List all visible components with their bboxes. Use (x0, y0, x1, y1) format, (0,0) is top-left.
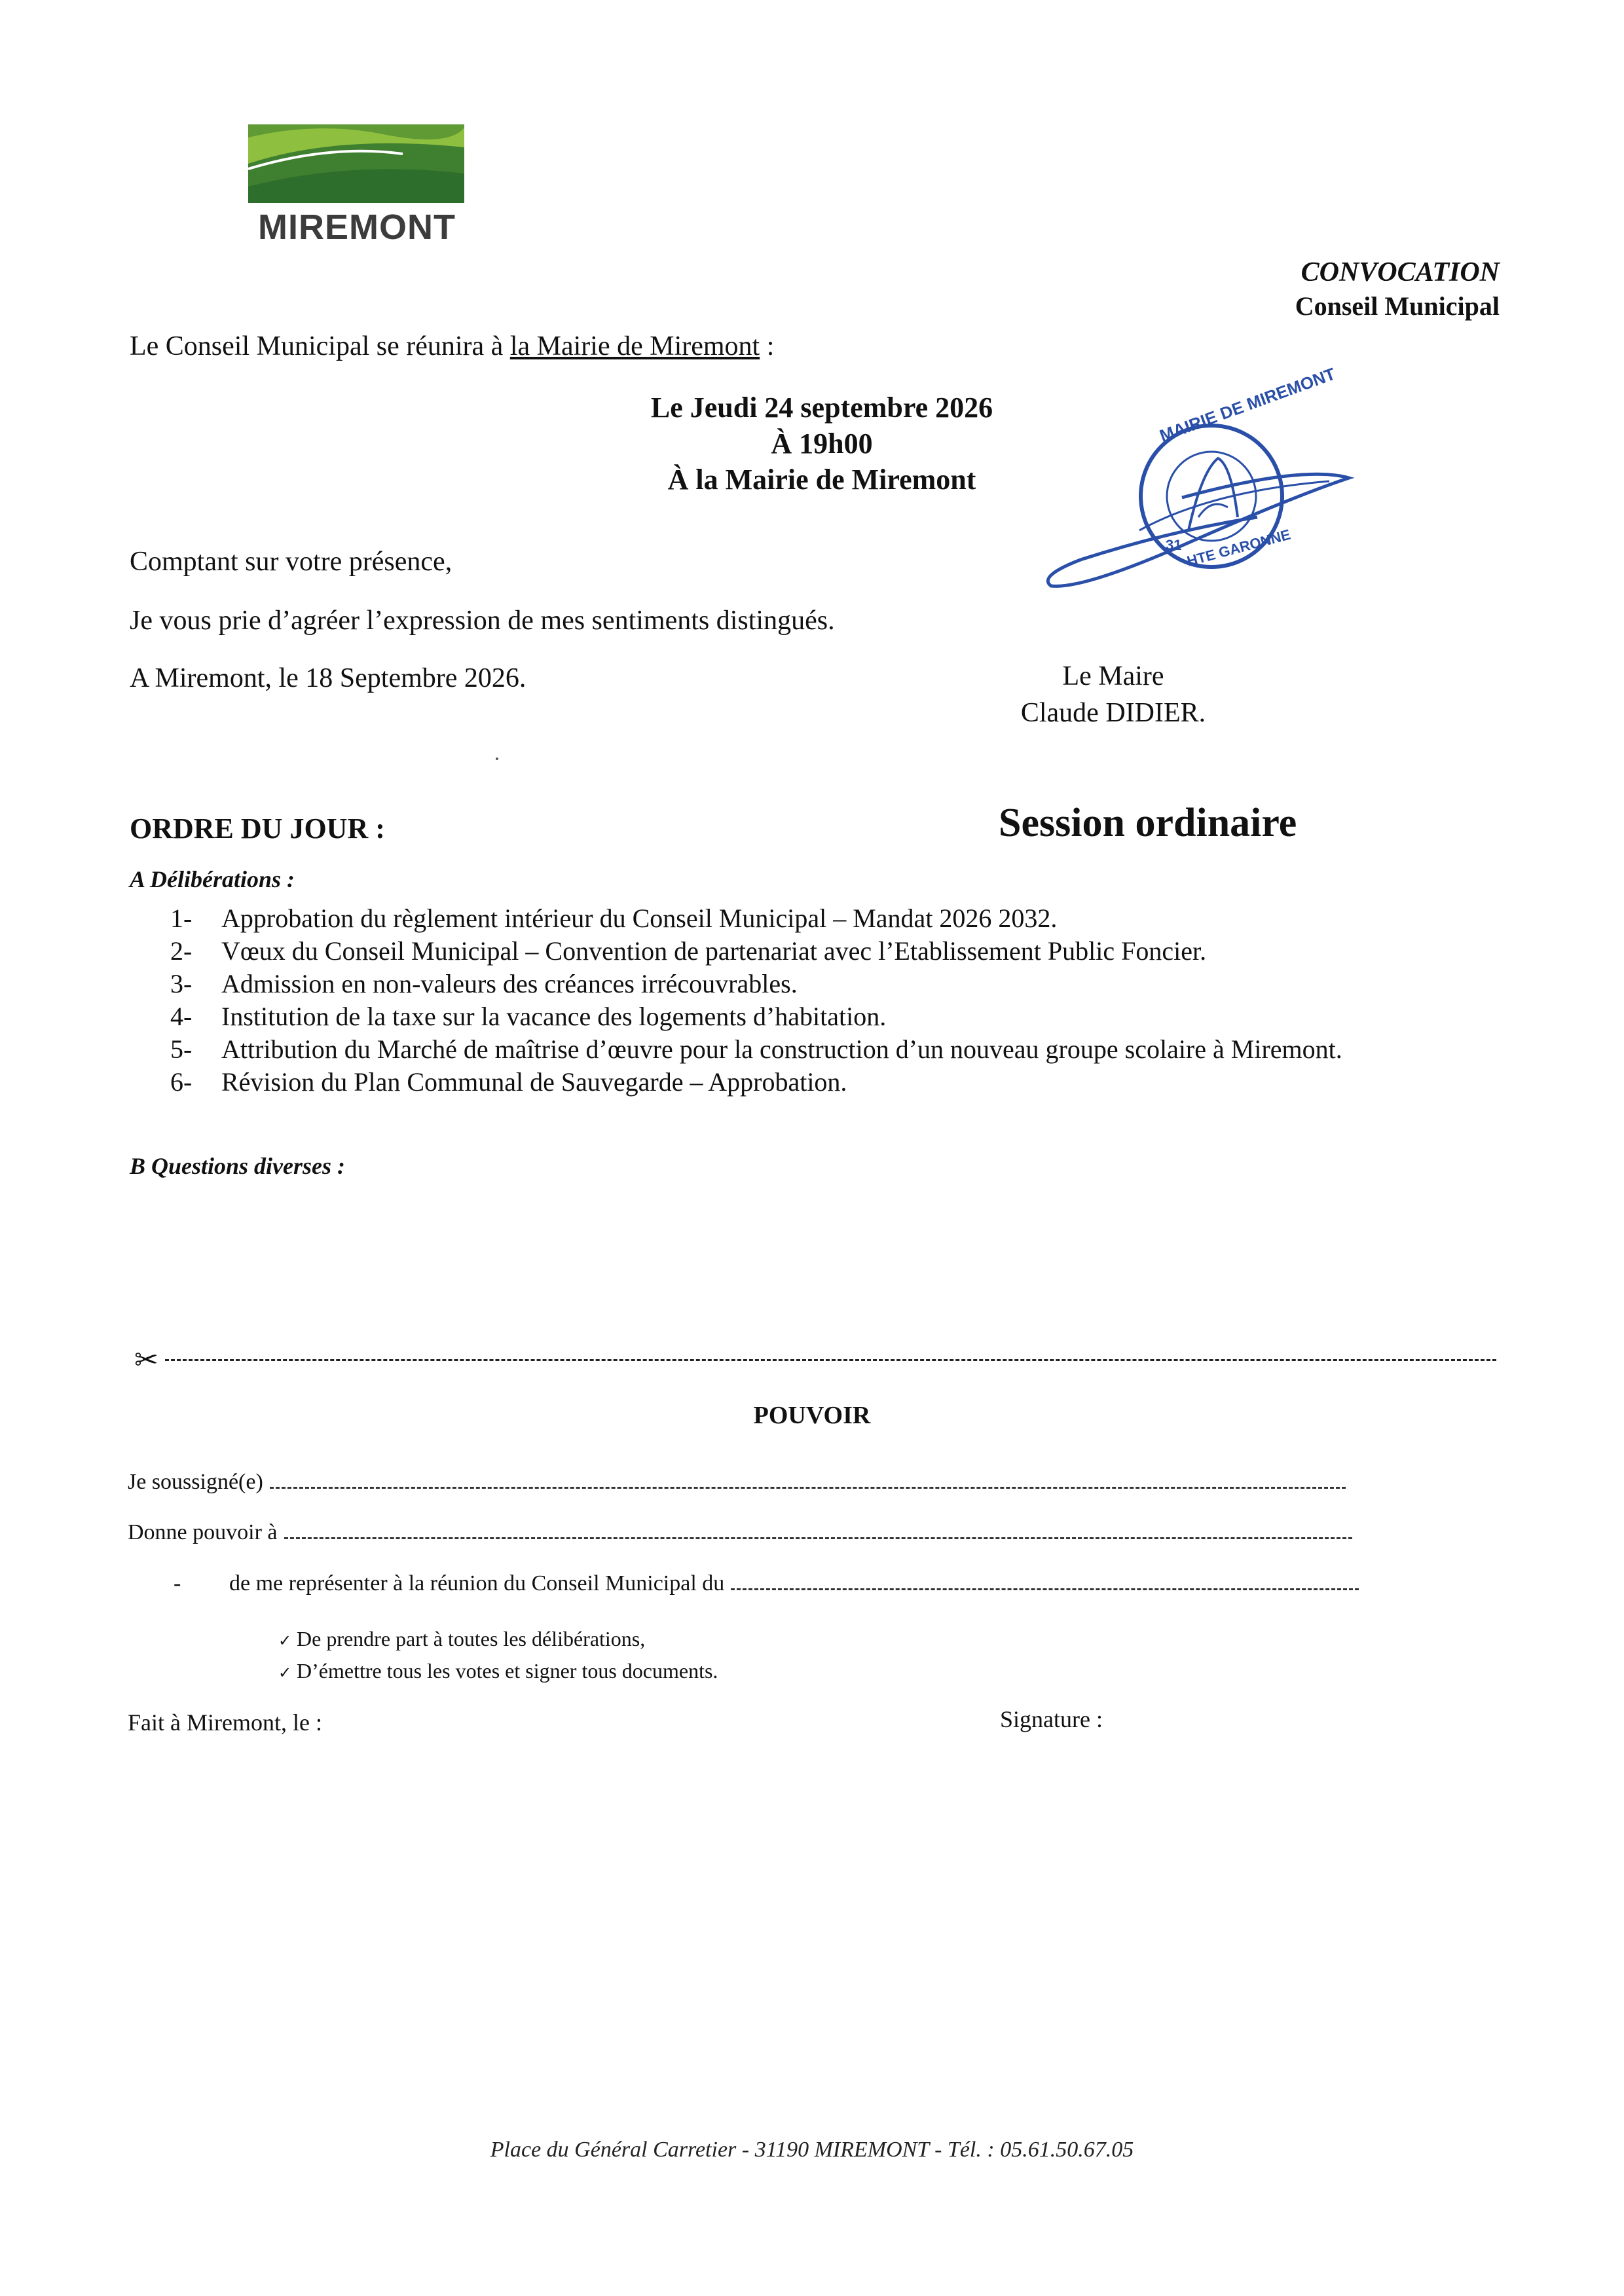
agenda-item-number: 1- (170, 903, 193, 933)
agenda-item-text: Révision du Plan Communal de Sauvegarde – Approbation. (221, 1067, 847, 1097)
meeting-place: À la Mairie de Miremont (667, 464, 976, 496)
check-mark-icon: ✓ (278, 1664, 292, 1682)
power-item (278, 1656, 718, 1688)
gives-power-field[interactable] (128, 1520, 1352, 1545)
agenda-item-text: Approbation du règlement intérieur du Conseil Municipal – Mandat 2026 2032. (221, 903, 1058, 933)
agenda-item-text: Attribution du Marché de maîtrise d’œuvre pour la construction d’un nouveau groupe scolaire à Miremont. (221, 1034, 1342, 1064)
closing-line-1: Comptant sur votre présence, (130, 547, 452, 577)
made-at-field[interactable]: Fait à Miremont, le : (128, 1709, 322, 1736)
gives-power-label: Donne pouvoir à (128, 1520, 278, 1544)
scissors-icon: ✂ (134, 1343, 158, 1377)
stamp-ring-text: MAIRIE DE MIREMONT (1156, 363, 1338, 446)
agenda-item-text: Vœux du Conseil Municipal – Convention de partenariat avec l’Etablissement Public Foncier. (221, 936, 1207, 966)
document-type (1295, 257, 1500, 321)
undersigned-field[interactable] (128, 1470, 1346, 1495)
intro-line (130, 331, 774, 362)
meeting-time: À 19h00 (771, 428, 873, 460)
miremont-logo (239, 124, 475, 246)
agenda-item (170, 1033, 1342, 1066)
cut-line (134, 1343, 1496, 1377)
stamp-bottom-text: HTE GARONNE (1185, 526, 1293, 570)
agenda-heading: ORDRE DU JOUR : (130, 812, 385, 845)
section-b-heading: B Questions diverses : (130, 1153, 346, 1179)
meeting-details (576, 390, 1067, 498)
agenda-item-number: 5- (170, 1034, 193, 1064)
represent-label: de me représenter à la réunion du Conseil Municipal du (229, 1571, 725, 1595)
undersigned-blank[interactable] (270, 1487, 1346, 1489)
gives-power-blank[interactable] (284, 1537, 1352, 1539)
agenda-item (170, 1066, 1342, 1099)
represent-blank[interactable] (731, 1588, 1359, 1590)
document-subtitle: Conseil Municipal (1295, 291, 1500, 321)
stamp-number: 31 (1166, 537, 1182, 553)
intro-suffix: : (760, 331, 775, 361)
footer-address: Place du Général Carretier - 31190 MIREMONT - Tél. : 05.61.50.67.05 (490, 2138, 1134, 2162)
signature-field[interactable]: Signature : (1000, 1706, 1103, 1732)
document-title: CONVOCATION (1301, 257, 1500, 287)
scan-speck (496, 757, 498, 760)
agenda-item-number: 6- (170, 1067, 193, 1097)
agenda-item-text: Admission en non-valeurs des créances irrécouvrables. (221, 969, 798, 998)
agenda-item-number: 3- (170, 969, 193, 998)
signatory (982, 658, 1244, 731)
agenda-item-number: 2- (170, 936, 193, 966)
closing-line-2: Je vous prie d’agréer l’expression de mes sentiments distingués. (130, 606, 835, 636)
intro-place: la Mairie de Miremont (509, 331, 760, 361)
power-item-text: D’émettre tous les votes et signer tous documents. (297, 1659, 718, 1683)
power-item-text: De prendre part à toutes les délibérations, (297, 1627, 646, 1650)
represent-field[interactable] (174, 1571, 1359, 1596)
undersigned-label: Je soussigné(e) (128, 1470, 263, 1494)
agenda-item-number: 4- (170, 1002, 193, 1031)
logo-wordmark: MIREMONT (258, 208, 456, 247)
agenda-item (170, 902, 1342, 935)
check-mark-icon: ✓ (278, 1631, 292, 1650)
proxy-title: POUVOIR (753, 1402, 871, 1429)
agenda-item (170, 1000, 1342, 1033)
cut-dash (165, 1359, 1496, 1361)
closing (130, 532, 835, 650)
meeting-date: Le Jeudi 24 septembre 2026 (650, 392, 993, 424)
agenda-item (170, 968, 1342, 1000)
signatory-role: Le Maire (1062, 661, 1164, 691)
date-line: A Miremont, le 18 Septembre 2026. (130, 663, 526, 693)
proxy-powers (278, 1624, 718, 1688)
mairie-stamp (1041, 363, 1356, 602)
represent-bullet: - (174, 1571, 181, 1595)
power-item (278, 1624, 718, 1656)
agenda-item-text: Institution de la taxe sur la vacance des logements d’habitation. (221, 1002, 887, 1031)
session-type: Session ordinaire (999, 801, 1297, 845)
logo-emblem (239, 124, 475, 206)
agenda-list (170, 902, 1342, 1099)
intro-text: Le Conseil Municipal se réunira à (130, 331, 510, 361)
section-a-heading: A Délibérations : (130, 866, 295, 892)
agenda-item (170, 935, 1342, 968)
signatory-name: Claude DIDIER. (1020, 698, 1206, 728)
